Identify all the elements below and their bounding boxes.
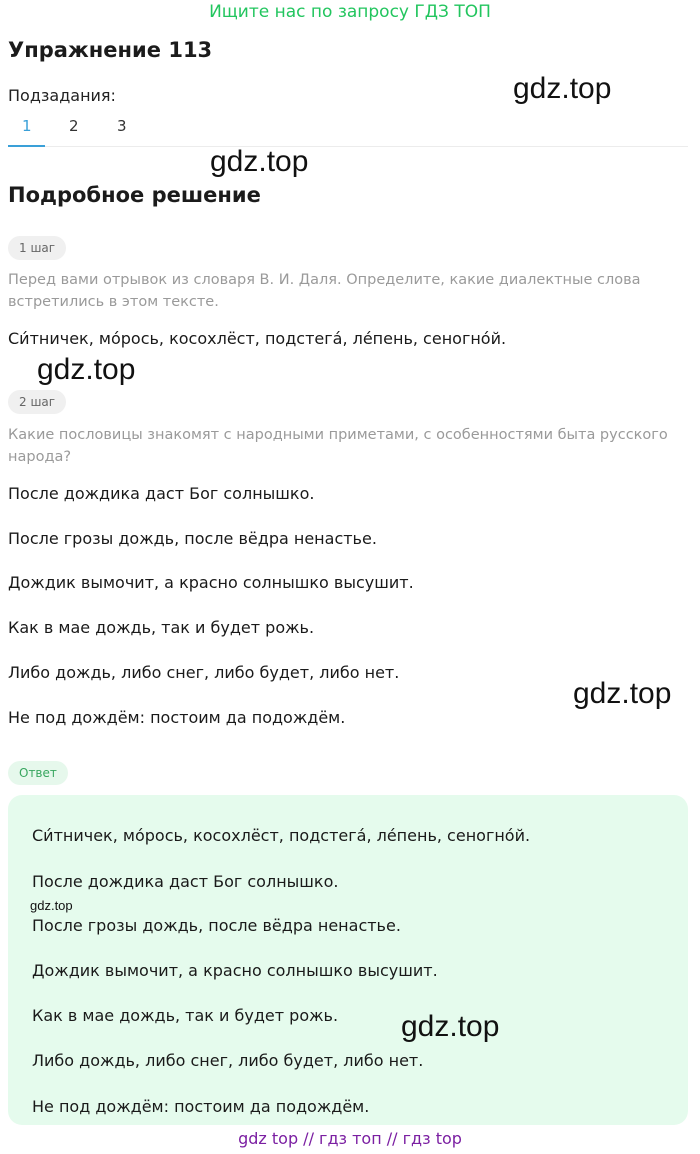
- subtasks-label: Подзадания:: [8, 86, 116, 105]
- answer-line-4: Дождик вымочит, а красно солнышко высушит.: [32, 961, 438, 980]
- answer-line-6: Либо дождь, либо снег, либо будет, либо нет.: [32, 1051, 424, 1070]
- section-title: Подробное решение: [8, 183, 261, 207]
- search-banner: Ищите нас по запросу ГДЗ ТОП: [209, 2, 491, 22]
- tab-subtask-3[interactable]: 3: [117, 117, 127, 135]
- tabs-divider: [8, 146, 688, 147]
- step-badge-2: 2 шаг: [8, 390, 66, 414]
- watermark: gdz.top: [210, 145, 309, 178]
- tab-subtask-1[interactable]: 1: [22, 117, 32, 135]
- active-tab-indicator: [8, 145, 45, 147]
- step-2-line-1: После дождика даст Бог солнышко.: [8, 484, 315, 503]
- watermark: gdz.top: [30, 898, 73, 913]
- step-prompt-2: Какие пословицы знакомят с народными приметами, с особенностями быта русского народа?: [8, 427, 668, 465]
- answer-line-5: Как в мае дождь, так и будет рожь.: [32, 1006, 339, 1025]
- answer-line-3: После грозы дождь, после вёдра ненастье.: [32, 916, 401, 935]
- answer-line-2: После дождика даст Бог солнышко.: [32, 872, 339, 891]
- step-prompt-1: Перед вами отрывок из словаря В. И. Даля. Определите, какие диалектные слова встретились в этом тексте.: [8, 272, 641, 310]
- watermark: gdz.top: [513, 72, 612, 105]
- watermark: gdz.top: [37, 353, 136, 386]
- step-badge-1: 1 шаг: [8, 236, 66, 260]
- footer-watermark: gdz top // гдз топ // гдз top: [238, 1129, 462, 1148]
- page-title: Упражнение 113: [8, 38, 213, 62]
- tab-subtask-2[interactable]: 2: [69, 117, 79, 135]
- answer-line-7: Не под дождём: постоим да подождём.: [32, 1097, 370, 1116]
- step-1-line-1: Си́тничек, мо́рось, косохлёст, подстега́, ле́пень, сеногно́й.: [8, 329, 507, 348]
- step-2-line-5: Либо дождь, либо снег, либо будет, либо нет.: [8, 663, 400, 682]
- step-2-line-6: Не под дождём: постоим да подождём.: [8, 708, 346, 727]
- answer-badge: Ответ: [8, 761, 68, 785]
- step-2-line-3: Дождик вымочит, а красно солнышко высушит.: [8, 573, 414, 592]
- step-2-line-4: Как в мае дождь, так и будет рожь.: [8, 618, 315, 637]
- watermark: gdz.top: [401, 1010, 500, 1043]
- answer-line-1: Си́тничек, мо́рось, косохлёст, подстега́, ле́пень, сеногно́й.: [32, 826, 531, 845]
- step-2-line-2: После грозы дождь, после вёдра ненастье.: [8, 529, 377, 548]
- watermark: gdz.top: [573, 677, 672, 710]
